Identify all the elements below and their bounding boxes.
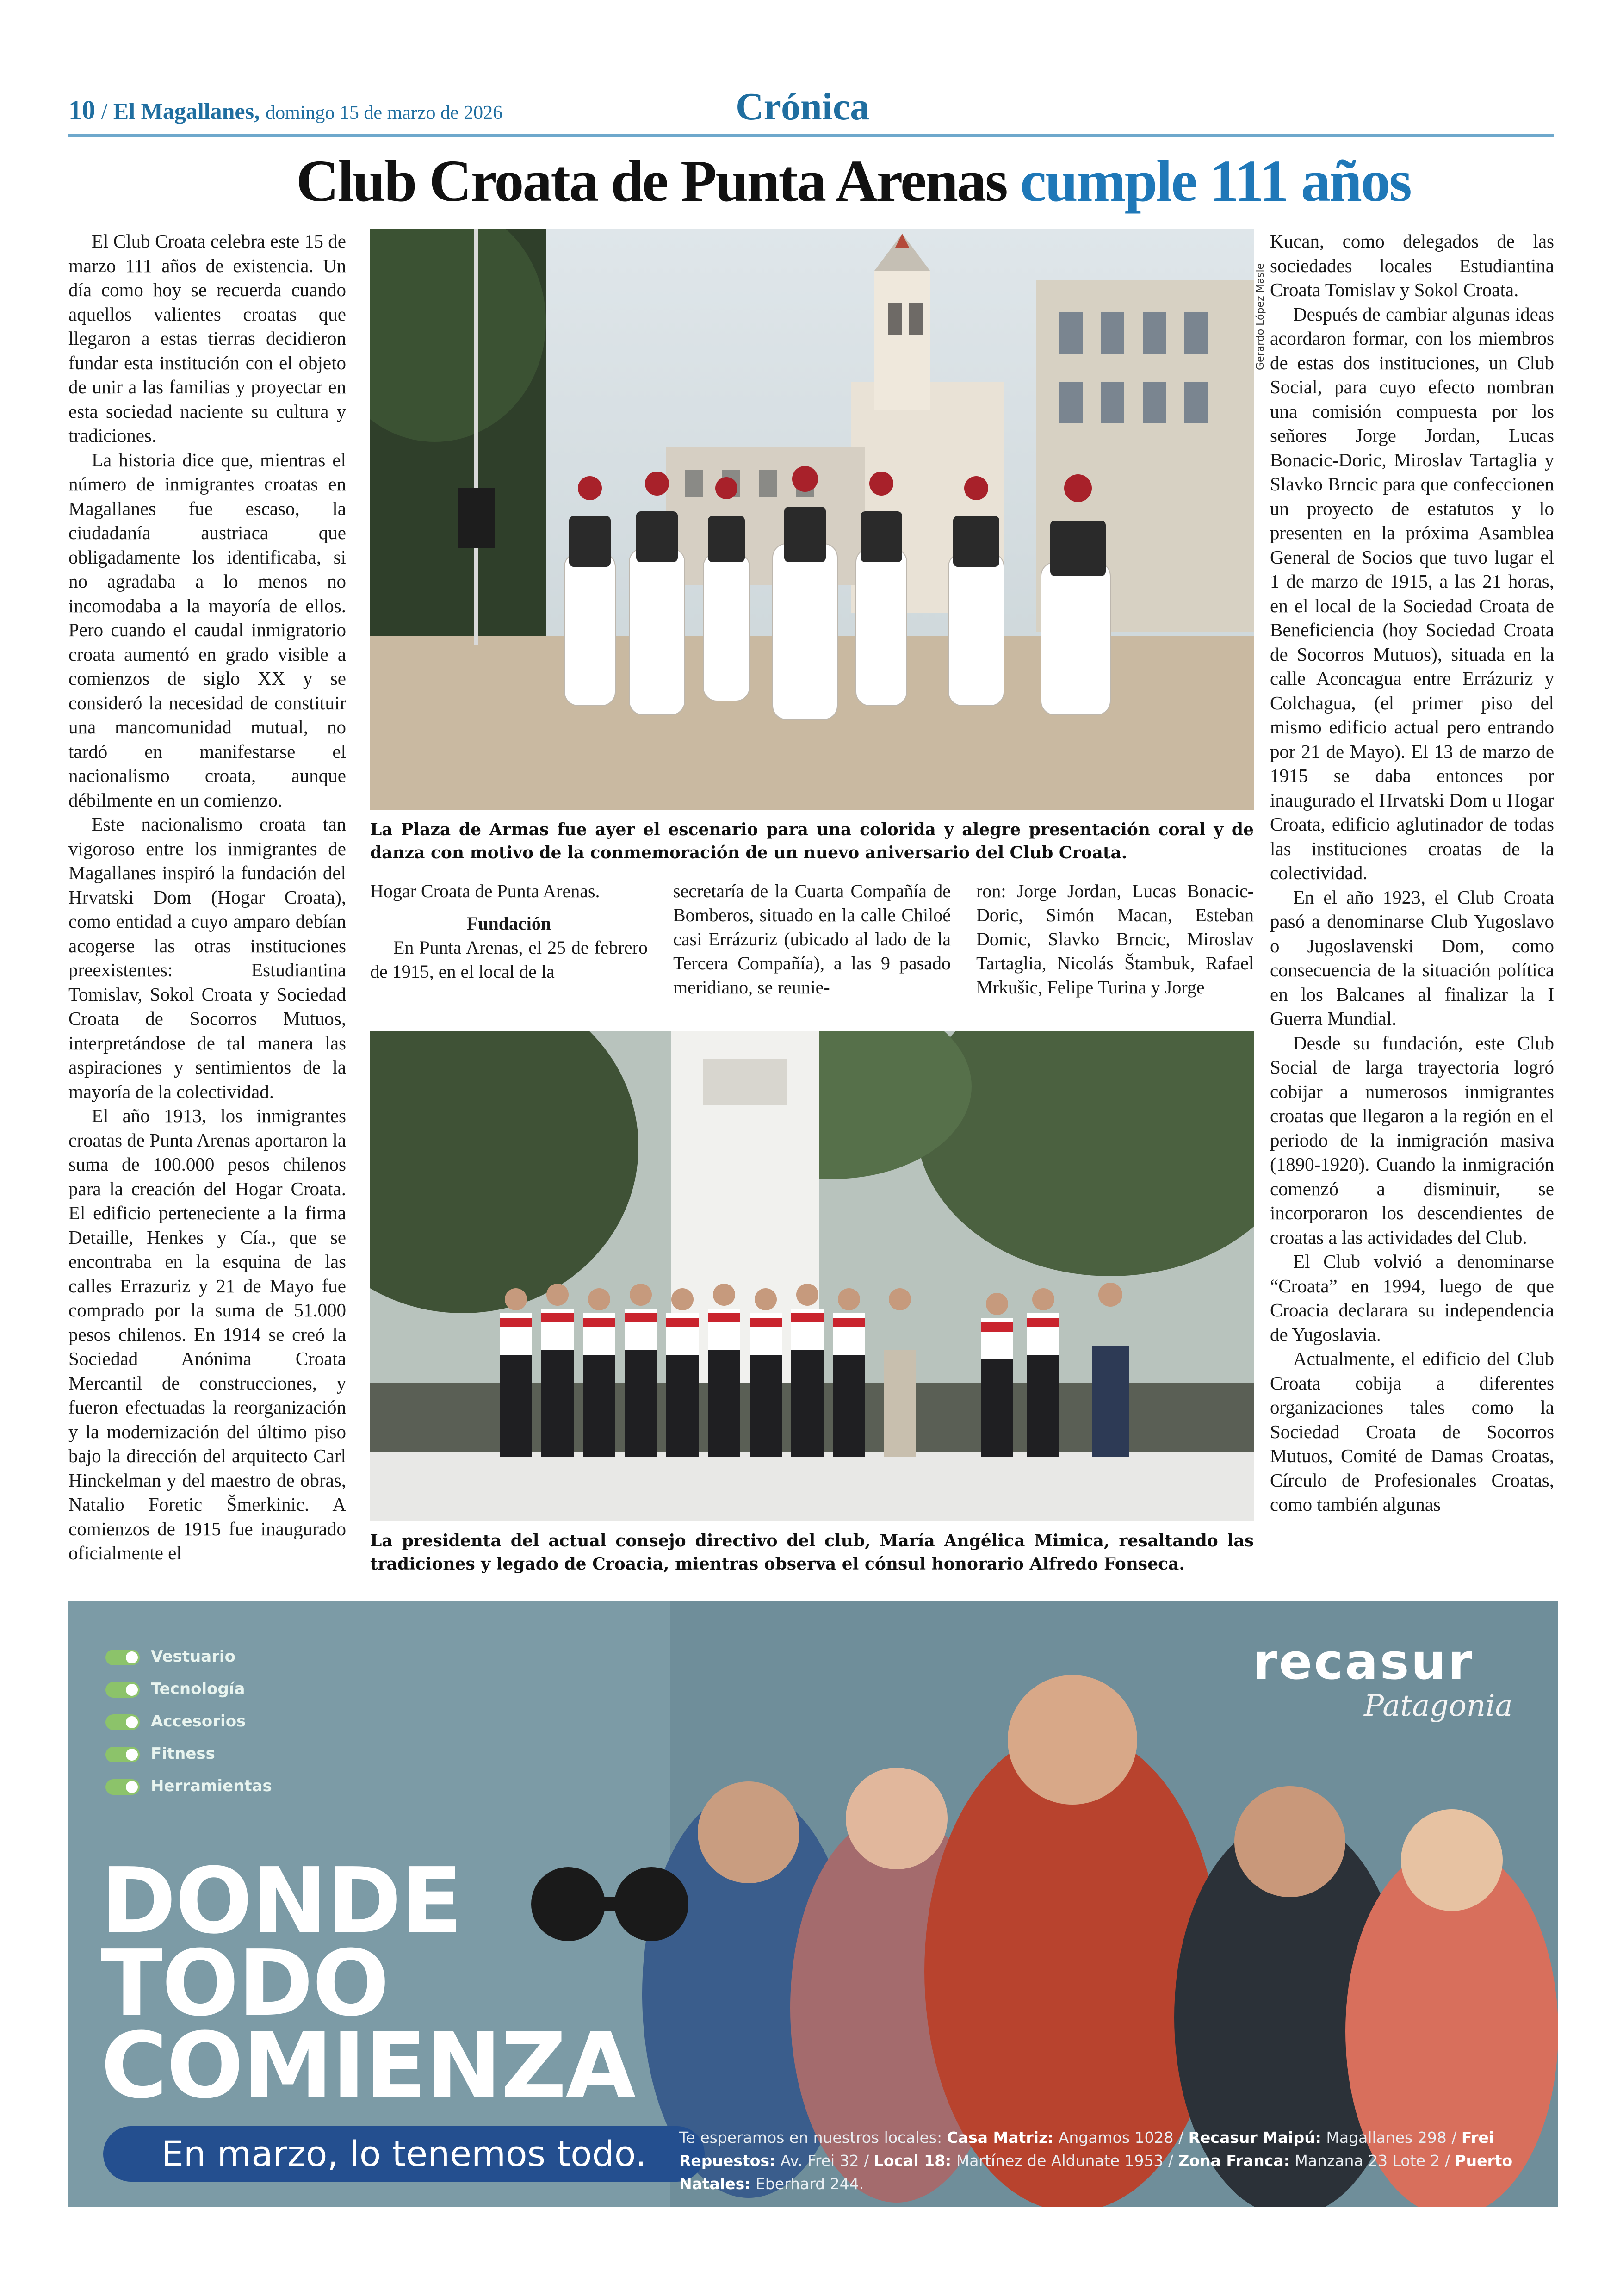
ad-category: Vestuario bbox=[105, 1647, 235, 1666]
ad-locations: Te esperamos en nuestros locales: Casa Matriz: Angamos 1028 / Recasur Maipú: Magallanes 298 / Frei Repuestos: Av. Frei 32 / Local 18: Martínez de Aldunate 1953 / Zona Franca: Manzana 23 Lote 2 / Puerto Natales: Eberhard 244. bbox=[679, 2128, 1513, 2193]
paragraph: Hogar Croata de Punta Arenas. bbox=[370, 881, 600, 901]
toggle-pill-icon bbox=[105, 1682, 140, 1698]
ad-category: Accesorios bbox=[105, 1712, 246, 1731]
recasur-logo: recasur bbox=[1253, 1633, 1474, 1690]
paragraph: El año 1913, los inmigrantes croatas de Punta Arenas aportaron la suma de 100.000 pesos chilenos para la creación del Hogar Croata. El edificio perteneciente a la firma Detaille, Henkes y Cía., que se encontraba en la esquina de las calles Errazuriz y 21 de Mayo fue comprado por la suma de 51.000 pesos chilenos. En 1914 se creó la Sociedad Anónima Croata Mercantil de construcciones, y fueron efectuadas la reorganización y la modernización del último piso bajo la dirección del arquitecto Carl Hinckelman y del maestro de obras, Natalio Foretic Šmerkinic. A comienzos de 1915 fue inaugurado oficialmente el bbox=[68, 1105, 346, 1564]
paragraph: En Punta Arenas, el 25 de febrero de 1915, en el local de la bbox=[370, 937, 648, 982]
ad-tagline: En marzo, lo tenemos todo. bbox=[103, 2126, 705, 2182]
page-number: 10 bbox=[68, 95, 95, 125]
photo-choir bbox=[370, 1031, 1254, 1521]
toggle-pill-icon bbox=[105, 1779, 140, 1795]
photo-credit-text: Gerardo López Masle bbox=[1255, 263, 1266, 370]
page-header bbox=[68, 94, 502, 125]
section-title: Crónica bbox=[736, 85, 870, 128]
ad-category: Fitness bbox=[105, 1744, 215, 1763]
paragraph: Después de cambiar algunas ideas acordaron formar, con los miembros de estas dos instituciones, un Club Social, para cuyo efecto nombran una comisión compuesta por los señores Jorge Jordan, Lucas Bonacic-Doric, Miroslav Tartaglia y Slavko Brncic para que confeccionen un proyecto de estatutos y lo presenten en la próxima Asamblea General de Socios que tuvo lugar el 1 de marzo de 1915, a las 21 horas, en el local de la Sociedad Croata de Beneficiencia (hoy Sociedad Croata de Socorros Mutuos), situada en la calle Aconcagua entre Errázuriz y Colchagua, (el primer piso del mismo edificio actual pero entrando por 21 de Mayo). El 13 de marzo de 1915 se daba entonces por inaugurado el Hrvatski Dom u Hogar Croata, edificio aglutinador de todas las instituciones croatas de la colectividad. bbox=[1270, 303, 1554, 883]
article-headline bbox=[296, 147, 1411, 215]
ad-category: Herramientas bbox=[105, 1777, 272, 1795]
article-column-mid-1 bbox=[370, 879, 648, 1009]
ad-category: Tecnología bbox=[105, 1680, 245, 1698]
toggle-pill-icon bbox=[105, 1714, 140, 1730]
article-column-mid-3 bbox=[976, 879, 1254, 1009]
paragraph: El Club volvió a denominarse “Croata” en 1994, luego de que Croacia declarara su independencia de Yugoslavia. bbox=[1270, 1251, 1554, 1345]
article-column-left bbox=[68, 229, 346, 1576]
paragraph: secretaría de la Cuarta Compañía de Bomberos, situado en la calle Chiloé casi Errázuriz (ubicado al lado de la Tercera Compañía), a las 9 pasado meridiano, se reunie- bbox=[673, 881, 951, 998]
header-separator: / bbox=[101, 98, 108, 124]
newspaper-name: El Magallanes, bbox=[113, 98, 260, 124]
paragraph: La historia dice que, mientras el número de inmigrantes croatas en Magallanes fue escaso, la ciudadanía austriaca que obligadamente los identificaba, si no agradaba a lo menos no incomodaba a la mayoría de ellos. Pero cuando el caudal inmigratorio croata aumentó en grado visible a comienzos de siglo XX y se consideró la necesidad de constituir una mancomunidad mutual, no tardó en manifestarse el nacionalismo croata, aunque débilmente en un comienzo. bbox=[68, 449, 346, 811]
paragraph: Desde su fundación, este Club Social de larga trayectoria logró cobijar a numerosos inmigrantes croatas que llegaron a la región en el periodo de la inmigración masiva (1890-1920). Cuando la inmigración comenzó a disminuir, se incorporaron los descendientes de croatas a las actividades del Club. bbox=[1270, 1032, 1554, 1248]
recasur-advertisement[interactable] bbox=[68, 1601, 1558, 2207]
article-column-mid-2 bbox=[673, 879, 951, 1009]
caption-dancers: La Plaza de Armas fue ayer el escenario para una colorida y alegre presentación coral y de danza con motivo de la conmemoración de un nuevo aniversario del Club Croata. bbox=[370, 820, 1254, 863]
photo-dancers bbox=[370, 229, 1254, 810]
subhead-fundacion: Fundación bbox=[466, 913, 551, 934]
caption-choir: La presidenta del actual consejo directivo del club, María Angélica Mimica, resaltando las tradiciones y legado de Croacia, mientras observa el cónsul honorario Alfredo Fonseca. bbox=[370, 1531, 1254, 1574]
choir-illustration bbox=[370, 1031, 1254, 1521]
header-rule bbox=[68, 134, 1554, 137]
toggle-pill-icon bbox=[105, 1650, 140, 1665]
article-column-right bbox=[1270, 229, 1554, 1580]
issue-date: domingo 15 de marzo de 2026 bbox=[266, 102, 503, 124]
paragraph: En el año 1923, el Club Croata pasó a denominarse Club Yugoslavo o Jugoslavenski Dom, como consecuencia de la situación política en los Balcanes al finalizar la I Guerra Mundial. bbox=[1270, 886, 1554, 1029]
paragraph: ron: Jorge Jordan, Lucas Bonacic-Doric, Simón Macan, Esteban Domic, Slavko Brncic, Miroslav Tartaglia, Nicolás Štambuk, Rafael Mrkušic, Felipe Turina y Jorge bbox=[976, 881, 1254, 998]
paragraph: Kucan, como delegados de las sociedades locales Estudiantina Croata Tomislav y Sokol Croata. bbox=[1270, 230, 1554, 300]
toggle-pill-icon bbox=[105, 1747, 140, 1762]
recasur-logo-sub: Patagonia bbox=[1364, 1689, 1513, 1723]
paragraph: El Club Croata celebra este 15 de marzo 111 años de existencia. Un día como hoy se recuerda cuando aquellos valientes croatas que llegaron a estas tierras decidieron fundar esta institución con el objeto de unir a las familias y proyectar en esta sociedad naciente su cultura y tradiciones. bbox=[68, 230, 346, 446]
headline-main: Club Croata de Punta Arenas bbox=[296, 148, 1007, 214]
paragraph: Actualmente, el edificio del Club Croata cobija a diferentes organizaciones tales como la Sociedad Croata de Socorros Mutuos, Comité de Damas Croatas, Círculo de Profesionales Croatas, como también algunas bbox=[1270, 1348, 1554, 1515]
dancers-illustration bbox=[370, 229, 1254, 810]
ad-headline: DONDE TODO COMIENZA bbox=[101, 1849, 635, 2119]
headline-accent: cumple 111 años bbox=[1020, 148, 1411, 214]
paragraph: Este nacionalismo croata tan vigoroso entre los inmigrantes de Magallanes inspiró la fundación del Hrvatski Dom (Hogar Croata), como entidad a cuyo amparo debían acogerse las otras instituciones preexistentes: Estudiantina Tomislav, Sokol Croata y Sociedad Croata de Socorros Mutuos, interpretándose de tal manera las aspiraciones y sentimientos de la mayoría de la colectividad. bbox=[68, 813, 346, 1102]
